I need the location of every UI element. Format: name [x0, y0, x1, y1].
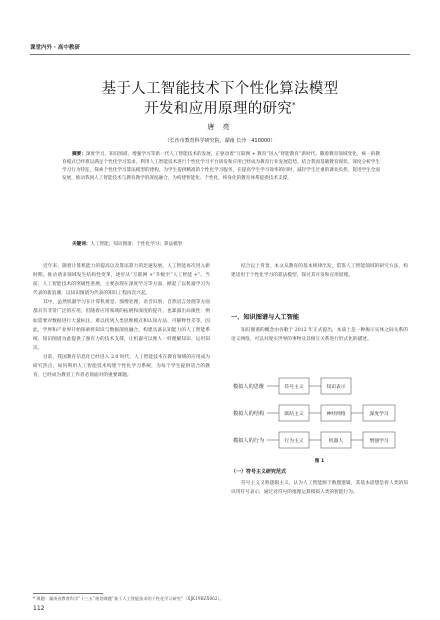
abstract-text: 深度学习、知识图谱、增强学习等新一代人工智能技术的发展，正驱动着“互联网 + 教育”进入“智能教育”新时代。随着教育领域变化，统一的教育模式已经难以满足个性化学习需求。利用人工智能技术进行个性化学习平台研发和应用已经成为教育行业发展趋势。结合我国基础教育现状，深度分析学生学习行为特征，探索个性化学习算法模型的建构，为学生提供精准的个性化学习服务，在提高学生学习效率的同时，减轻学生过重的课业负担，促进学生全面发展，推动我国人工智能技术与教育教学的深度融合，为构建智能化、个性化、终身化的教育体系提供技术支撑。	[62, 152, 380, 181]
subsection-paragraph: 符号主义又称逻辑主义，认为人工智能源于数理逻辑，其基本思想是将人类的知识用符号表示，通过对符号的推理运算模拟人类的智能行为。	[231, 481, 408, 496]
section-paragraph: 知识图谱的概念由谷歌于 2012 年正式提出，本质上是一种揭示实体之间关系的语义网络，可以对现实世界的事物及其相互关系进行形式化的描述。	[231, 328, 408, 343]
figure-row-thinking	[233, 378, 351, 394]
figure-box: 知识表示	[326, 385, 346, 390]
title-line2-text: 开发和应用原理的研究	[144, 101, 293, 117]
footnote: * 课题：湖南省教育科学“十三五”规划课题“基于人工智能技术的个性化学习研究”（XJK19BZX062）。	[33, 596, 224, 601]
page-number: 112	[33, 605, 45, 612]
footnote-rule	[33, 593, 103, 594]
author-name: 唐 亮	[207, 123, 233, 131]
body-paragraph: 结合以上背景，本文从教育的基本规律出发，借鉴人工智能领域的研究方法，构建适用于个性化学习的算法模型，探讨其开发和应用原理。	[231, 264, 408, 279]
article-title-line2	[0, 97, 440, 118]
body-paragraph: 近年来，随着计算机能力的提高以及算法算力的迅速发展，人工智能再次进入新时期。推动诸多领域发生结构性变革，逐步从“互联网 +”升级至“人工智能 +”。当前，人工智能技术的突破性进展，主要表现在深度学习等方面，掀起了以机器学习为代表的新浪潮，以知识图谱为代表的知识工程再次兴起。	[33, 264, 210, 297]
figure-row-label: 模拟人的结构	[233, 411, 265, 417]
body-paragraph: 目前，我国教育信息化已经进入 2.0 时代，人工智能技术在教育领域的应用成为研究热点，如何利用人工智能技术构建个性化学习系统，为每个学生提供适合的教育，已经成为教育工作者必须面对的重要课题。	[33, 354, 210, 379]
figure-row-label: 模拟人的思维	[233, 384, 265, 390]
keywords	[72, 241, 182, 247]
article-title-line1: 基于人工智能技术下个性化算法模型	[101, 81, 339, 97]
right-column-intro	[231, 262, 408, 280]
figure-caption: 图 1	[314, 459, 325, 464]
section-heading: 一、知识图谱与人工智能	[231, 314, 300, 321]
keywords-text: 人工智能；知识图谱；个性化学习；算法模型	[90, 242, 183, 247]
left-column	[33, 262, 210, 380]
figure-box: 符号主义	[284, 385, 304, 390]
abstract-label: 摘要：	[72, 152, 86, 157]
figure-row-label: 模拟人的行为	[233, 438, 265, 444]
figure-box: 机器人	[328, 439, 344, 444]
abstract	[62, 151, 380, 183]
figure-box: 联结主义	[284, 412, 304, 417]
figure-box: 增强学习	[369, 439, 389, 444]
figure-row-structure	[233, 405, 395, 421]
header-rule	[30, 54, 410, 55]
figure-paradigm-diagram	[231, 373, 408, 455]
subsection-heading: （一）符号主义研究范式	[231, 469, 287, 475]
title-footnote-mark: *	[292, 101, 296, 110]
figure-box: 神经网络	[326, 412, 346, 417]
author-affiliation: （长沙市教育科学研究院，湖南 长沙 410000）	[164, 138, 276, 144]
figure-box: 深度学习	[369, 412, 389, 417]
figure-box: 行为主义	[284, 439, 304, 444]
running-header: 课堂内外 · 高中教研	[30, 45, 80, 51]
figure-row-behavior	[233, 432, 395, 448]
keywords-label: 关键词：	[72, 242, 91, 247]
body-paragraph: 其中，虽然机器学习在计算机视觉、图像处理、语音识别、自然语言处理等方面都具有非常广泛的应用，但随着应用领域的拓展和深度的提升，也暴露出局限性：例如需要对数据进行大量标注、难以找到人类思维模式和认知方法、可解释性差等。因此，学界和产业界开始探索将知识与数据深度融合，构建具备认知能力的人工智能系统，知识图谱为此提供了强有力的技术支撑，让机器可以像人一样理解知识、运用知识。	[33, 300, 210, 351]
